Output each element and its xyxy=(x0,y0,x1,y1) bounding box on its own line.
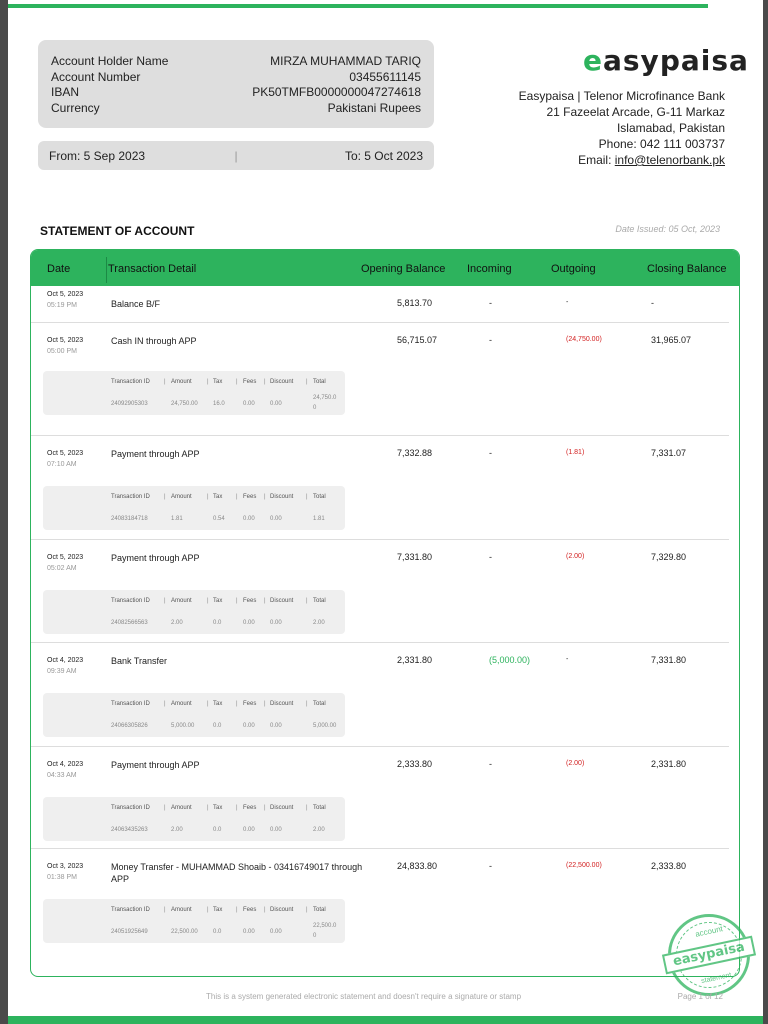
table-row xyxy=(31,540,729,643)
breakdown-value-total: 22,500.0 xyxy=(313,923,337,929)
row-date: Oct 5, 2023 xyxy=(47,291,84,298)
breakdown-header-amount: Amount xyxy=(171,907,192,913)
account-info-box xyxy=(38,40,434,128)
row-closing-balance: 2,333.80 xyxy=(651,861,687,871)
breakdown-separator: | xyxy=(164,379,166,385)
breakdown-value-total-cont: 0 xyxy=(313,405,317,411)
row-incoming: - xyxy=(489,759,492,769)
row-outgoing: - xyxy=(566,299,569,306)
page-number: Page 1 of 12 xyxy=(677,992,723,1001)
row-time: 05:02 AM xyxy=(47,565,77,572)
breakdown-header-discount: Discount xyxy=(270,494,294,500)
currency-label: Currency xyxy=(51,101,100,116)
row-opening-balance: 2,333.80 xyxy=(397,759,433,769)
breakdown-value-discount: 0.00 xyxy=(270,723,282,729)
breakdown-value-id: 24083184718 xyxy=(111,516,148,522)
row-opening-balance: 7,332.88 xyxy=(397,448,433,458)
row-closing-balance: 7,331.80 xyxy=(651,655,687,665)
breakdown-separator: | xyxy=(236,907,238,913)
breakdown-value-total: 2.00 xyxy=(313,827,325,833)
row-outgoing: - xyxy=(566,656,569,663)
account-number-row xyxy=(51,70,421,86)
row-detail: Payment through APP xyxy=(111,760,200,770)
breakdown-separator: | xyxy=(264,701,266,707)
breakdown-separator: | xyxy=(306,379,308,385)
breakdown-header-tax: Tax xyxy=(213,598,223,604)
date-issued: Date Issued: 05 Oct, 2023 xyxy=(615,224,720,234)
iban-label: IBAN xyxy=(51,85,80,100)
iban-value: PK50TMFB0000000047274618 xyxy=(252,85,421,100)
account-number-value: 03455611145 xyxy=(349,69,421,84)
breakdown-value-amount: 24,750.00 xyxy=(171,401,198,407)
row-outgoing: (24,750.00) xyxy=(566,336,602,343)
transactions-table xyxy=(30,249,740,977)
breakdown-header-amount: Amount xyxy=(171,701,192,707)
breakdown-separator: | xyxy=(207,598,209,604)
breakdown-header-fees: Fees xyxy=(243,805,257,811)
transaction-breakdown xyxy=(43,693,345,737)
breakdown-header-id: Transaction ID xyxy=(111,598,150,604)
currency-value: Pakistani Rupees xyxy=(327,101,421,116)
breakdown-header-total: Total xyxy=(313,805,326,811)
breakdown-header-fees: Fees xyxy=(243,598,257,604)
row-time: 09:39 AM xyxy=(47,668,77,675)
breakdown-value-amount: 2.00 xyxy=(171,620,183,626)
row-opening-balance: 56,715.07 xyxy=(397,335,438,345)
breakdown-separator: | xyxy=(264,494,266,500)
breakdown-separator: | xyxy=(207,494,209,500)
statement-period xyxy=(38,141,434,170)
breakdown-separator: | xyxy=(236,379,238,385)
breakdown-header-total: Total xyxy=(313,907,326,913)
table-header xyxy=(31,250,739,286)
breakdown-value-discount: 0.00 xyxy=(270,401,282,407)
account-holder-value: MIRZA MUHAMMAD TARIQ xyxy=(270,54,421,68)
breakdown-value-tax: 0.0 xyxy=(213,620,222,626)
row-date: Oct 3, 2023 xyxy=(47,863,84,870)
breakdown-separator: | xyxy=(164,805,166,811)
row-opening-balance: 5,813.70 xyxy=(397,298,433,308)
breakdown-value-id: 24082566563 xyxy=(111,620,148,626)
row-time: 04:33 AM xyxy=(47,772,77,779)
period-from: From: 5 Sep 2023 xyxy=(49,148,146,163)
row-date: Oct 5, 2023 xyxy=(47,337,84,344)
breakdown-header-tax: Tax xyxy=(213,805,223,811)
breakdown-header-id: Transaction ID xyxy=(111,701,150,707)
row-detail: Cash IN through APP xyxy=(111,336,197,346)
row-closing-balance: 7,331.07 xyxy=(651,448,687,458)
bank-line-2: 21 Fazeelat Arcade, G-11 Markaz xyxy=(546,105,725,119)
row-incoming: (5,000.00) xyxy=(489,655,531,665)
breakdown-header-fees: Fees xyxy=(243,701,257,707)
breakdown-header-discount: Discount xyxy=(270,598,294,604)
col-date: Date xyxy=(47,263,71,275)
breakdown-header-tax: Tax xyxy=(213,379,223,385)
breakdown-header-discount: Discount xyxy=(270,907,294,913)
statement-page xyxy=(8,0,763,1024)
breakdown-value-fees: 0.00 xyxy=(243,929,255,935)
row-outgoing: (2.00) xyxy=(566,553,585,560)
breakdown-separator: | xyxy=(164,598,166,604)
breakdown-value-id: 24063435263 xyxy=(111,827,148,833)
col-detail: Transaction Detail xyxy=(108,263,197,275)
breakdown-header-id: Transaction ID xyxy=(111,805,150,811)
breakdown-header-amount: Amount xyxy=(171,379,192,385)
transaction-breakdown xyxy=(43,590,345,634)
breakdown-separator: | xyxy=(306,701,308,707)
account-number-label: Account Number xyxy=(51,69,141,84)
breakdown-value-total-cont: 0 xyxy=(313,933,317,939)
breakdown-header-tax: Tax xyxy=(213,701,223,707)
table-row xyxy=(31,288,729,323)
breakdown-header-id: Transaction ID xyxy=(111,494,150,500)
row-time: 01:38 PM xyxy=(47,874,77,881)
breakdown-header-fees: Fees xyxy=(243,379,257,385)
breakdown-value-amount: 22,500.00 xyxy=(171,929,198,935)
row-time: 05:00 PM xyxy=(47,348,77,355)
breakdown-separator: | xyxy=(264,805,266,811)
row-incoming: - xyxy=(489,335,492,345)
easypaisa-logo: easypaisa xyxy=(583,44,749,77)
breakdown-value-total: 1.81 xyxy=(313,516,325,522)
breakdown-header-amount: Amount xyxy=(171,494,192,500)
transaction-breakdown xyxy=(43,899,345,943)
breakdown-value-amount: 1.81 xyxy=(171,516,183,522)
bank-phone: Phone: 042 111 003737 xyxy=(598,137,725,151)
breakdown-separator: | xyxy=(207,907,209,913)
breakdown-value-tax: 0.0 xyxy=(213,723,222,729)
col-outgoing: Outgoing xyxy=(551,263,596,275)
breakdown-header-tax: Tax xyxy=(213,494,223,500)
bank-address xyxy=(519,88,725,168)
col-opening: Opening Balance xyxy=(361,263,446,275)
breakdown-header-fees: Fees xyxy=(243,907,257,913)
breakdown-header-fees: Fees xyxy=(243,494,257,500)
row-incoming: - xyxy=(489,552,492,562)
row-closing-balance: 2,331.80 xyxy=(651,759,687,769)
breakdown-value-fees: 0.00 xyxy=(243,516,255,522)
breakdown-separator: | xyxy=(236,598,238,604)
row-time: 07:10 AM xyxy=(47,461,77,468)
breakdown-value-discount: 0.00 xyxy=(270,827,282,833)
breakdown-header-id: Transaction ID xyxy=(111,379,150,385)
breakdown-header-total: Total xyxy=(313,701,326,707)
row-outgoing: (2.00) xyxy=(566,760,585,767)
row-outgoing: (22,500.00) xyxy=(566,862,602,869)
row-date: Oct 4, 2023 xyxy=(47,761,84,768)
breakdown-separator: | xyxy=(306,494,308,500)
breakdown-value-tax: 16.0 xyxy=(213,401,225,407)
breakdown-value-total: 2.00 xyxy=(313,620,325,626)
breakdown-value-discount: 0.00 xyxy=(270,929,282,935)
row-closing-balance: 31,965.07 xyxy=(651,335,692,345)
bank-line-1: Easypaisa | Telenor Microfinance Bank xyxy=(518,89,725,103)
breakdown-value-total: 5,000.00 xyxy=(313,723,337,729)
easypaisa-stamp: account easypaisa statement xyxy=(668,914,750,996)
breakdown-separator: | xyxy=(264,598,266,604)
breakdown-value-tax: 0.0 xyxy=(213,827,222,833)
row-opening-balance: 7,331.80 xyxy=(397,552,433,562)
row-detail: Payment through APP xyxy=(111,553,200,563)
breakdown-value-amount: 5,000.00 xyxy=(171,723,195,729)
col-incoming: Incoming xyxy=(467,263,512,275)
breakdown-header-total: Total xyxy=(313,494,326,500)
table-row xyxy=(31,323,729,436)
breakdown-separator: | xyxy=(236,701,238,707)
row-incoming: - xyxy=(489,298,492,308)
breakdown-header-discount: Discount xyxy=(270,805,294,811)
row-time: 05:19 PM xyxy=(47,302,77,309)
row-date: Oct 5, 2023 xyxy=(47,450,84,457)
header-divider xyxy=(106,257,107,283)
breakdown-header-total: Total xyxy=(313,598,326,604)
breakdown-header-id: Transaction ID xyxy=(111,907,150,913)
breakdown-value-tax: 0.0 xyxy=(213,929,222,935)
breakdown-value-fees: 0.00 xyxy=(243,401,255,407)
breakdown-separator: | xyxy=(264,907,266,913)
breakdown-separator: | xyxy=(306,598,308,604)
breakdown-separator: | xyxy=(164,701,166,707)
iban-row xyxy=(51,85,421,101)
breakdown-separator: | xyxy=(164,907,166,913)
row-incoming: - xyxy=(489,861,492,871)
breakdown-header-discount: Discount xyxy=(270,701,294,707)
breakdown-header-amount: Amount xyxy=(171,598,192,604)
bank-email: Email: info@telenorbank.pk xyxy=(578,153,725,167)
breakdown-separator: | xyxy=(306,907,308,913)
breakdown-value-discount: 0.00 xyxy=(270,516,282,522)
breakdown-separator: | xyxy=(207,379,209,385)
top-accent-bar xyxy=(8,4,708,8)
email-link[interactable]: info@telenorbank.pk xyxy=(614,153,725,167)
table-row xyxy=(31,643,729,747)
breakdown-value-total: 24,750.0 xyxy=(313,395,337,401)
period-separator: | xyxy=(234,148,238,163)
transaction-breakdown xyxy=(43,371,345,415)
row-detail: Bank Transfer xyxy=(111,656,168,666)
row-outgoing: (1.81) xyxy=(566,449,585,456)
period-to: To: 5 Oct 2023 xyxy=(344,148,423,163)
row-closing-balance: 7,329.80 xyxy=(651,552,687,562)
row-detail: Payment through APP xyxy=(111,449,200,459)
breakdown-value-tax: 0.54 xyxy=(213,516,225,522)
breakdown-value-id: 24092905303 xyxy=(111,401,148,407)
transaction-breakdown xyxy=(43,486,345,530)
row-date: Oct 4, 2023 xyxy=(47,657,84,664)
bank-line-3: Islamabad, Pakistan xyxy=(616,121,725,135)
table-row xyxy=(31,747,729,849)
bottom-accent-bar xyxy=(8,1016,763,1024)
breakdown-separator: | xyxy=(264,379,266,385)
row-detail: Money Transfer - MUHAMMAD Shoaib - 03416749017 through APP xyxy=(111,862,363,884)
row-date: Oct 5, 2023 xyxy=(47,554,84,561)
account-holder-label: Account Holder Name xyxy=(51,54,169,68)
transaction-breakdown xyxy=(43,797,345,841)
breakdown-separator: | xyxy=(164,494,166,500)
breakdown-separator: | xyxy=(236,494,238,500)
footer-note: This is a system generated electronic statement and doesn't require a signature or stamp xyxy=(206,992,522,1001)
account-holder-row xyxy=(51,54,421,70)
col-closing: Closing Balance xyxy=(647,263,727,275)
currency-row xyxy=(51,101,421,117)
breakdown-separator: | xyxy=(306,805,308,811)
breakdown-separator: | xyxy=(207,701,209,707)
row-opening-balance: 2,331.80 xyxy=(397,655,433,665)
breakdown-header-tax: Tax xyxy=(213,907,223,913)
table-row xyxy=(31,849,729,977)
row-incoming: - xyxy=(489,448,492,458)
row-opening-balance: 24,833.80 xyxy=(397,861,438,871)
breakdown-header-total: Total xyxy=(313,379,326,385)
breakdown-separator: | xyxy=(207,805,209,811)
breakdown-value-discount: 0.00 xyxy=(270,620,282,626)
row-closing-balance: - xyxy=(651,298,654,308)
breakdown-value-fees: 0.00 xyxy=(243,723,255,729)
breakdown-value-id: 24066305826 xyxy=(111,723,148,729)
breakdown-separator: | xyxy=(236,805,238,811)
breakdown-value-fees: 0.00 xyxy=(243,827,255,833)
statement-title: STATEMENT OF ACCOUNT xyxy=(40,224,195,238)
breakdown-value-fees: 0.00 xyxy=(243,620,255,626)
breakdown-header-discount: Discount xyxy=(270,379,294,385)
breakdown-header-amount: Amount xyxy=(171,805,192,811)
row-detail: Balance B/F xyxy=(111,299,161,309)
breakdown-value-amount: 2.00 xyxy=(171,827,183,833)
table-row xyxy=(31,436,729,540)
breakdown-value-id: 24051925649 xyxy=(111,929,148,935)
